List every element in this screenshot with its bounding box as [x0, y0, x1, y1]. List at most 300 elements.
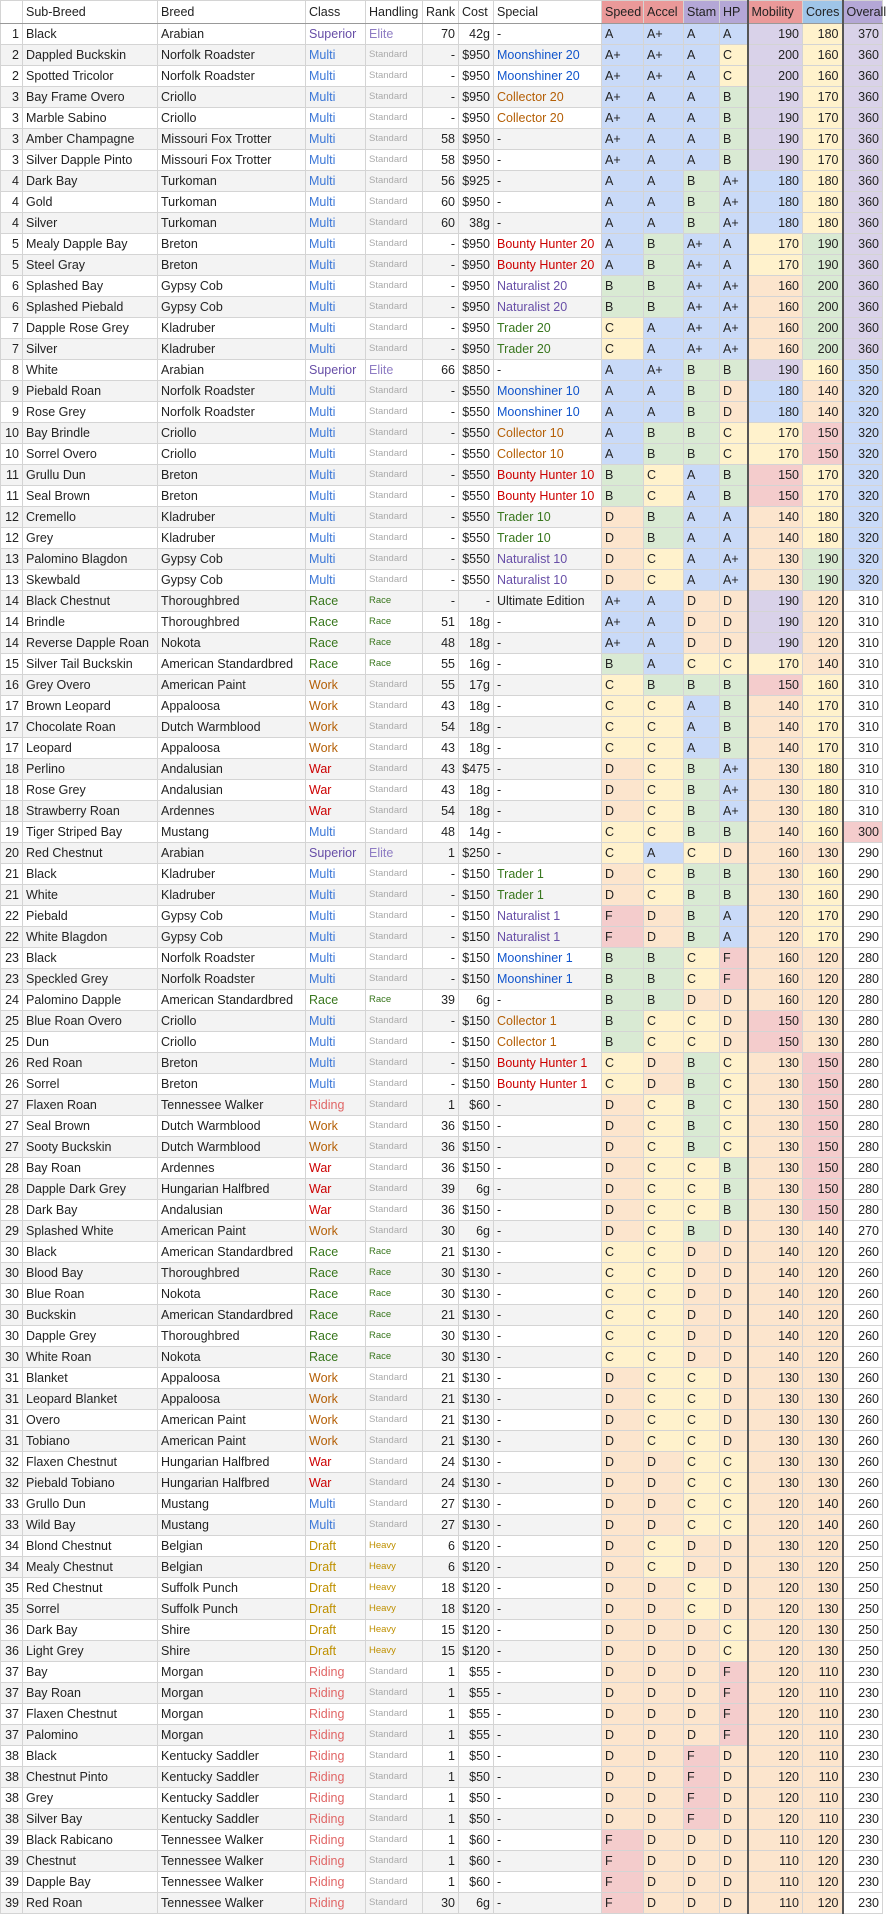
- cell-cores[interactable]: 120: [803, 612, 843, 633]
- cell-stam[interactable]: D: [684, 1263, 720, 1284]
- cell-overall[interactable]: 320: [843, 570, 883, 591]
- cell-cost[interactable]: $150: [459, 864, 494, 885]
- cell-stam[interactable]: C: [684, 1200, 720, 1221]
- cell-handling[interactable]: Standard: [366, 1053, 423, 1074]
- cell-overall[interactable]: 280: [843, 1032, 883, 1053]
- cell-cost[interactable]: $120: [459, 1536, 494, 1557]
- cell-handling[interactable]: Standard: [366, 402, 423, 423]
- cell-mobility[interactable]: 130: [748, 570, 803, 591]
- cell-overall[interactable]: 230: [843, 1767, 883, 1788]
- cell-cores[interactable]: 150: [803, 1074, 843, 1095]
- cell-handling[interactable]: Race: [366, 591, 423, 612]
- cell-breed[interactable]: Gypsy Cob: [158, 570, 306, 591]
- cell-cost[interactable]: 42g: [459, 24, 494, 45]
- cell-class[interactable]: Multi: [306, 1053, 366, 1074]
- cell-hp[interactable]: A+: [720, 801, 748, 822]
- cell-class[interactable]: Draft: [306, 1641, 366, 1662]
- cell-class[interactable]: Race: [306, 1305, 366, 1326]
- cell-accel[interactable]: C: [644, 696, 684, 717]
- cell-overall[interactable]: 260: [843, 1515, 883, 1536]
- cell-overall[interactable]: 310: [843, 612, 883, 633]
- cell-rank-num[interactable]: 15: [1, 654, 23, 675]
- cell-breed[interactable]: Nokota: [158, 633, 306, 654]
- cell-overall[interactable]: 360: [843, 192, 883, 213]
- cell-speed[interactable]: A+: [602, 87, 644, 108]
- cell-rank-num[interactable]: 33: [1, 1494, 23, 1515]
- cell-subbreed[interactable]: Bay Frame Overo: [23, 87, 158, 108]
- cell-subbreed[interactable]: Cremello: [23, 507, 158, 528]
- cell-accel[interactable]: C: [644, 1116, 684, 1137]
- cell-breed[interactable]: Shire: [158, 1620, 306, 1641]
- cell-stam[interactable]: D: [684, 1851, 720, 1872]
- cell-special[interactable]: -: [494, 1893, 602, 1914]
- cell-handling[interactable]: Heavy: [366, 1641, 423, 1662]
- cell-stam[interactable]: C: [684, 1158, 720, 1179]
- header-handling[interactable]: Handling: [366, 1, 423, 24]
- cell-breed[interactable]: Arabian: [158, 24, 306, 45]
- cell-breed[interactable]: Kladruber: [158, 864, 306, 885]
- cell-cost[interactable]: $850: [459, 360, 494, 381]
- cell-breed[interactable]: Suffolk Punch: [158, 1578, 306, 1599]
- cell-accel[interactable]: C: [644, 486, 684, 507]
- cell-cores[interactable]: 120: [803, 948, 843, 969]
- cell-cost[interactable]: $550: [459, 486, 494, 507]
- cell-mobility[interactable]: 120: [748, 1788, 803, 1809]
- cell-cost[interactable]: $925: [459, 171, 494, 192]
- cell-cost[interactable]: $950: [459, 108, 494, 129]
- cell-hp[interactable]: D: [720, 1347, 748, 1368]
- cell-accel[interactable]: C: [644, 1431, 684, 1452]
- cell-rank[interactable]: 6: [423, 1536, 459, 1557]
- cell-speed[interactable]: A: [602, 402, 644, 423]
- cell-class[interactable]: Riding: [306, 1767, 366, 1788]
- cell-stam[interactable]: B: [684, 759, 720, 780]
- cell-breed[interactable]: American Paint: [158, 1410, 306, 1431]
- cell-rank-num[interactable]: 11: [1, 465, 23, 486]
- cell-handling[interactable]: Standard: [366, 129, 423, 150]
- cell-cost[interactable]: $150: [459, 969, 494, 990]
- cell-speed[interactable]: D: [602, 1599, 644, 1620]
- cell-class[interactable]: Riding: [306, 1893, 366, 1914]
- cell-hp[interactable]: A: [720, 255, 748, 276]
- cell-stam[interactable]: D: [684, 1872, 720, 1893]
- cell-hp[interactable]: D: [720, 591, 748, 612]
- cell-overall[interactable]: 270: [843, 1221, 883, 1242]
- cell-speed[interactable]: A+: [602, 591, 644, 612]
- cell-cost[interactable]: $50: [459, 1809, 494, 1830]
- cell-breed[interactable]: Thoroughbred: [158, 1326, 306, 1347]
- cell-class[interactable]: Riding: [306, 1095, 366, 1116]
- cell-rank-num[interactable]: 31: [1, 1368, 23, 1389]
- cell-stam[interactable]: D: [684, 990, 720, 1011]
- cell-subbreed[interactable]: Leopard: [23, 738, 158, 759]
- cell-speed[interactable]: D: [602, 507, 644, 528]
- cell-subbreed[interactable]: Bay Roan: [23, 1683, 158, 1704]
- cell-rank[interactable]: 58: [423, 129, 459, 150]
- cell-cost[interactable]: $150: [459, 1137, 494, 1158]
- cell-rank[interactable]: -: [423, 591, 459, 612]
- cell-handling[interactable]: Standard: [366, 1473, 423, 1494]
- cell-accel[interactable]: C: [644, 864, 684, 885]
- cell-hp[interactable]: D: [720, 1431, 748, 1452]
- cell-special[interactable]: -: [494, 1347, 602, 1368]
- cell-cost[interactable]: $475: [459, 759, 494, 780]
- cell-stam[interactable]: A: [684, 66, 720, 87]
- cell-cores[interactable]: 160: [803, 885, 843, 906]
- cell-subbreed[interactable]: Bay: [23, 1662, 158, 1683]
- cell-cores[interactable]: 120: [803, 1851, 843, 1872]
- cell-accel[interactable]: C: [644, 1221, 684, 1242]
- cell-cost[interactable]: $55: [459, 1704, 494, 1725]
- cell-overall[interactable]: 280: [843, 1179, 883, 1200]
- cell-mobility[interactable]: 130: [748, 780, 803, 801]
- cell-hp[interactable]: C: [720, 66, 748, 87]
- cell-rank[interactable]: 21: [423, 1368, 459, 1389]
- cell-handling[interactable]: Standard: [366, 1725, 423, 1746]
- cell-speed[interactable]: D: [602, 1179, 644, 1200]
- cell-stam[interactable]: A+: [684, 276, 720, 297]
- cell-rank[interactable]: 48: [423, 822, 459, 843]
- cell-speed[interactable]: C: [602, 696, 644, 717]
- cell-special[interactable]: -: [494, 1851, 602, 1872]
- cell-speed[interactable]: A+: [602, 108, 644, 129]
- cell-hp[interactable]: D: [720, 1788, 748, 1809]
- cell-rank[interactable]: -: [423, 549, 459, 570]
- cell-speed[interactable]: B: [602, 948, 644, 969]
- cell-class[interactable]: Work: [306, 696, 366, 717]
- cell-accel[interactable]: A+: [644, 66, 684, 87]
- cell-speed[interactable]: F: [602, 906, 644, 927]
- cell-rank[interactable]: 21: [423, 1410, 459, 1431]
- cell-rank[interactable]: -: [423, 486, 459, 507]
- cell-hp[interactable]: D: [720, 1368, 748, 1389]
- cell-rank-num[interactable]: 4: [1, 213, 23, 234]
- cell-special[interactable]: -: [494, 1704, 602, 1725]
- cell-mobility[interactable]: 160: [748, 276, 803, 297]
- cell-accel[interactable]: B: [644, 507, 684, 528]
- cell-cores[interactable]: 120: [803, 1872, 843, 1893]
- cell-mobility[interactable]: 110: [748, 1851, 803, 1872]
- cell-overall[interactable]: 250: [843, 1599, 883, 1620]
- cell-class[interactable]: Superior: [306, 24, 366, 45]
- cell-accel[interactable]: A: [644, 381, 684, 402]
- cell-stam[interactable]: D: [684, 1662, 720, 1683]
- cell-stam[interactable]: A: [684, 570, 720, 591]
- cell-rank-num[interactable]: 17: [1, 696, 23, 717]
- cell-special[interactable]: -: [494, 1095, 602, 1116]
- cell-overall[interactable]: 260: [843, 1368, 883, 1389]
- cell-rank[interactable]: -: [423, 528, 459, 549]
- cell-special[interactable]: -: [494, 1494, 602, 1515]
- cell-cost[interactable]: $150: [459, 1158, 494, 1179]
- cell-cores[interactable]: 140: [803, 402, 843, 423]
- cell-overall[interactable]: 300: [843, 822, 883, 843]
- cell-handling[interactable]: Race: [366, 1305, 423, 1326]
- cell-handling[interactable]: Standard: [366, 549, 423, 570]
- cell-handling[interactable]: Standard: [366, 1767, 423, 1788]
- cell-hp[interactable]: A+: [720, 213, 748, 234]
- cell-accel[interactable]: A: [644, 318, 684, 339]
- cell-breed[interactable]: Breton: [158, 486, 306, 507]
- cell-class[interactable]: Riding: [306, 1851, 366, 1872]
- cell-rank-num[interactable]: 27: [1, 1137, 23, 1158]
- cell-cost[interactable]: $550: [459, 570, 494, 591]
- cell-mobility[interactable]: 130: [748, 1368, 803, 1389]
- cell-overall[interactable]: 280: [843, 1074, 883, 1095]
- cell-accel[interactable]: C: [644, 759, 684, 780]
- cell-stam[interactable]: D: [684, 1704, 720, 1725]
- cell-class[interactable]: War: [306, 1473, 366, 1494]
- cell-accel[interactable]: D: [644, 1473, 684, 1494]
- cell-accel[interactable]: B: [644, 675, 684, 696]
- cell-stam[interactable]: F: [684, 1788, 720, 1809]
- cell-class[interactable]: Multi: [306, 234, 366, 255]
- cell-speed[interactable]: C: [602, 1263, 644, 1284]
- cell-rank-num[interactable]: 28: [1, 1200, 23, 1221]
- cell-overall[interactable]: 360: [843, 213, 883, 234]
- cell-cores[interactable]: 120: [803, 1536, 843, 1557]
- cell-stam[interactable]: F: [684, 1767, 720, 1788]
- cell-mobility[interactable]: 170: [748, 444, 803, 465]
- cell-rank-num[interactable]: 5: [1, 255, 23, 276]
- cell-stam[interactable]: A: [684, 696, 720, 717]
- cell-breed[interactable]: Mustang: [158, 1494, 306, 1515]
- cell-speed[interactable]: C: [602, 1242, 644, 1263]
- cell-cores[interactable]: 130: [803, 1011, 843, 1032]
- cell-stam[interactable]: B: [684, 675, 720, 696]
- cell-cost[interactable]: 6g: [459, 1179, 494, 1200]
- cell-breed[interactable]: Gypsy Cob: [158, 927, 306, 948]
- cell-class[interactable]: Race: [306, 1284, 366, 1305]
- cell-rank-num[interactable]: 21: [1, 864, 23, 885]
- cell-cores[interactable]: 200: [803, 318, 843, 339]
- cell-cores[interactable]: 160: [803, 822, 843, 843]
- cell-rank-num[interactable]: 28: [1, 1179, 23, 1200]
- cell-stam[interactable]: B: [684, 444, 720, 465]
- cell-rank[interactable]: 55: [423, 675, 459, 696]
- cell-rank[interactable]: 60: [423, 192, 459, 213]
- cell-handling[interactable]: Standard: [366, 192, 423, 213]
- cell-class[interactable]: Riding: [306, 1725, 366, 1746]
- cell-subbreed[interactable]: Silver Dapple Pinto: [23, 150, 158, 171]
- cell-special[interactable]: -: [494, 1641, 602, 1662]
- cell-cores[interactable]: 120: [803, 969, 843, 990]
- cell-subbreed[interactable]: White: [23, 360, 158, 381]
- cell-breed[interactable]: Criollo: [158, 444, 306, 465]
- cell-breed[interactable]: Andalusian: [158, 759, 306, 780]
- cell-hp[interactable]: A+: [720, 318, 748, 339]
- cell-handling[interactable]: Standard: [366, 528, 423, 549]
- cell-rank-num[interactable]: 35: [1, 1599, 23, 1620]
- cell-rank[interactable]: -: [423, 276, 459, 297]
- cell-stam[interactable]: B: [684, 885, 720, 906]
- cell-stam[interactable]: C: [684, 1452, 720, 1473]
- cell-accel[interactable]: B: [644, 297, 684, 318]
- cell-breed[interactable]: Breton: [158, 1053, 306, 1074]
- cell-class[interactable]: Draft: [306, 1536, 366, 1557]
- cell-rank[interactable]: 15: [423, 1620, 459, 1641]
- cell-cost[interactable]: $130: [459, 1326, 494, 1347]
- cell-special[interactable]: -: [494, 759, 602, 780]
- cell-mobility[interactable]: 190: [748, 150, 803, 171]
- cell-mobility[interactable]: 130: [748, 1179, 803, 1200]
- cell-breed[interactable]: Appaloosa: [158, 1389, 306, 1410]
- cell-cost[interactable]: $60: [459, 1095, 494, 1116]
- cell-stam[interactable]: A: [684, 108, 720, 129]
- cell-accel[interactable]: D: [644, 1515, 684, 1536]
- cell-speed[interactable]: A+: [602, 129, 644, 150]
- cell-class[interactable]: Superior: [306, 360, 366, 381]
- cell-special[interactable]: Collector 10: [494, 444, 602, 465]
- cell-handling[interactable]: Standard: [366, 1851, 423, 1872]
- cell-breed[interactable]: Hungarian Halfbred: [158, 1452, 306, 1473]
- cell-class[interactable]: War: [306, 801, 366, 822]
- cell-speed[interactable]: D: [602, 1641, 644, 1662]
- cell-stam[interactable]: A: [684, 717, 720, 738]
- cell-handling[interactable]: Standard: [366, 150, 423, 171]
- cell-hp[interactable]: A+: [720, 759, 748, 780]
- cell-hp[interactable]: D: [720, 1872, 748, 1893]
- cell-rank[interactable]: 1: [423, 1683, 459, 1704]
- cell-mobility[interactable]: 140: [748, 1305, 803, 1326]
- cell-mobility[interactable]: 130: [748, 1431, 803, 1452]
- cell-speed[interactable]: A+: [602, 612, 644, 633]
- cell-mobility[interactable]: 190: [748, 360, 803, 381]
- cell-overall[interactable]: 320: [843, 381, 883, 402]
- cell-overall[interactable]: 310: [843, 654, 883, 675]
- cell-overall[interactable]: 280: [843, 990, 883, 1011]
- cell-mobility[interactable]: 130: [748, 1074, 803, 1095]
- cell-mobility[interactable]: 140: [748, 822, 803, 843]
- cell-class[interactable]: Multi: [306, 339, 366, 360]
- cell-subbreed[interactable]: Flaxen Roan: [23, 1095, 158, 1116]
- cell-subbreed[interactable]: Grey Overo: [23, 675, 158, 696]
- cell-special[interactable]: -: [494, 192, 602, 213]
- cell-hp[interactable]: B: [720, 885, 748, 906]
- cell-breed[interactable]: Tennessee Walker: [158, 1893, 306, 1914]
- cell-cost[interactable]: 6g: [459, 1221, 494, 1242]
- cell-subbreed[interactable]: Grey: [23, 528, 158, 549]
- header-subbreed[interactable]: Sub-Breed: [23, 1, 158, 24]
- cell-special[interactable]: -: [494, 1452, 602, 1473]
- cell-cores[interactable]: 180: [803, 780, 843, 801]
- cell-accel[interactable]: C: [644, 1326, 684, 1347]
- cell-breed[interactable]: Gypsy Cob: [158, 297, 306, 318]
- cell-stam[interactable]: D: [684, 1830, 720, 1851]
- cell-overall[interactable]: 260: [843, 1494, 883, 1515]
- cell-mobility[interactable]: 140: [748, 1242, 803, 1263]
- cell-rank[interactable]: 21: [423, 1389, 459, 1410]
- cell-handling[interactable]: Standard: [366, 696, 423, 717]
- cell-stam[interactable]: A: [684, 738, 720, 759]
- cell-subbreed[interactable]: Black: [23, 864, 158, 885]
- cell-subbreed[interactable]: Rose Grey: [23, 780, 158, 801]
- cell-rank[interactable]: 1: [423, 1830, 459, 1851]
- cell-cores[interactable]: 170: [803, 738, 843, 759]
- cell-stam[interactable]: C: [684, 1032, 720, 1053]
- cell-cores[interactable]: 170: [803, 927, 843, 948]
- cell-hp[interactable]: C: [720, 423, 748, 444]
- cell-overall[interactable]: 230: [843, 1872, 883, 1893]
- cell-class[interactable]: Multi: [306, 318, 366, 339]
- cell-special[interactable]: -: [494, 150, 602, 171]
- cell-speed[interactable]: C: [602, 1284, 644, 1305]
- cell-stam[interactable]: B: [684, 822, 720, 843]
- cell-stam[interactable]: D: [684, 1725, 720, 1746]
- cell-special[interactable]: Ultimate Edition: [494, 591, 602, 612]
- cell-rank-num[interactable]: 30: [1, 1284, 23, 1305]
- cell-rank-num[interactable]: 7: [1, 339, 23, 360]
- cell-class[interactable]: Multi: [306, 171, 366, 192]
- cell-stam[interactable]: C: [684, 1515, 720, 1536]
- cell-hp[interactable]: F: [720, 969, 748, 990]
- cell-rank-num[interactable]: 38: [1, 1788, 23, 1809]
- cell-accel[interactable]: D: [644, 927, 684, 948]
- cell-special[interactable]: -: [494, 1410, 602, 1431]
- cell-rank-num[interactable]: 18: [1, 759, 23, 780]
- cell-class[interactable]: Race: [306, 612, 366, 633]
- cell-overall[interactable]: 360: [843, 66, 883, 87]
- cell-special[interactable]: -: [494, 654, 602, 675]
- cell-overall[interactable]: 280: [843, 1158, 883, 1179]
- cell-overall[interactable]: 320: [843, 549, 883, 570]
- cell-mobility[interactable]: 130: [748, 801, 803, 822]
- cell-hp[interactable]: F: [720, 1683, 748, 1704]
- cell-subbreed[interactable]: Flaxen Chestnut: [23, 1704, 158, 1725]
- cell-rank-num[interactable]: 34: [1, 1536, 23, 1557]
- cell-accel[interactable]: C: [644, 1347, 684, 1368]
- cell-rank-num[interactable]: 17: [1, 738, 23, 759]
- cell-hp[interactable]: D: [720, 1410, 748, 1431]
- cell-cores[interactable]: 150: [803, 1158, 843, 1179]
- cell-speed[interactable]: B: [602, 465, 644, 486]
- cell-mobility[interactable]: 180: [748, 213, 803, 234]
- cell-rank[interactable]: 27: [423, 1494, 459, 1515]
- cell-cost[interactable]: $950: [459, 87, 494, 108]
- cell-hp[interactable]: D: [720, 1809, 748, 1830]
- cell-hp[interactable]: A: [720, 528, 748, 549]
- cell-overall[interactable]: 360: [843, 318, 883, 339]
- cell-cores[interactable]: 120: [803, 990, 843, 1011]
- cell-subbreed[interactable]: Blond Chestnut: [23, 1536, 158, 1557]
- cell-subbreed[interactable]: Palomino: [23, 1725, 158, 1746]
- cell-rank[interactable]: 70: [423, 24, 459, 45]
- cell-hp[interactable]: C: [720, 45, 748, 66]
- cell-overall[interactable]: 250: [843, 1620, 883, 1641]
- cell-mobility[interactable]: 180: [748, 402, 803, 423]
- cell-cores[interactable]: 160: [803, 45, 843, 66]
- cell-rank[interactable]: -: [423, 234, 459, 255]
- cell-breed[interactable]: Morgan: [158, 1683, 306, 1704]
- cell-overall[interactable]: 230: [843, 1725, 883, 1746]
- cell-speed[interactable]: B: [602, 276, 644, 297]
- cell-speed[interactable]: D: [602, 549, 644, 570]
- cell-subbreed[interactable]: Red Chestnut: [23, 843, 158, 864]
- cell-hp[interactable]: A: [720, 507, 748, 528]
- cell-accel[interactable]: B: [644, 444, 684, 465]
- cell-special[interactable]: -: [494, 1683, 602, 1704]
- cell-cost[interactable]: $550: [459, 465, 494, 486]
- cell-class[interactable]: Race: [306, 654, 366, 675]
- cell-breed[interactable]: Dutch Warmblood: [158, 717, 306, 738]
- cell-special[interactable]: Moonshiner 1: [494, 948, 602, 969]
- cell-class[interactable]: Draft: [306, 1578, 366, 1599]
- cell-hp[interactable]: B: [720, 738, 748, 759]
- cell-handling[interactable]: Standard: [366, 1893, 423, 1914]
- cell-cost[interactable]: $950: [459, 297, 494, 318]
- cell-stam[interactable]: A+: [684, 339, 720, 360]
- cell-overall[interactable]: 310: [843, 759, 883, 780]
